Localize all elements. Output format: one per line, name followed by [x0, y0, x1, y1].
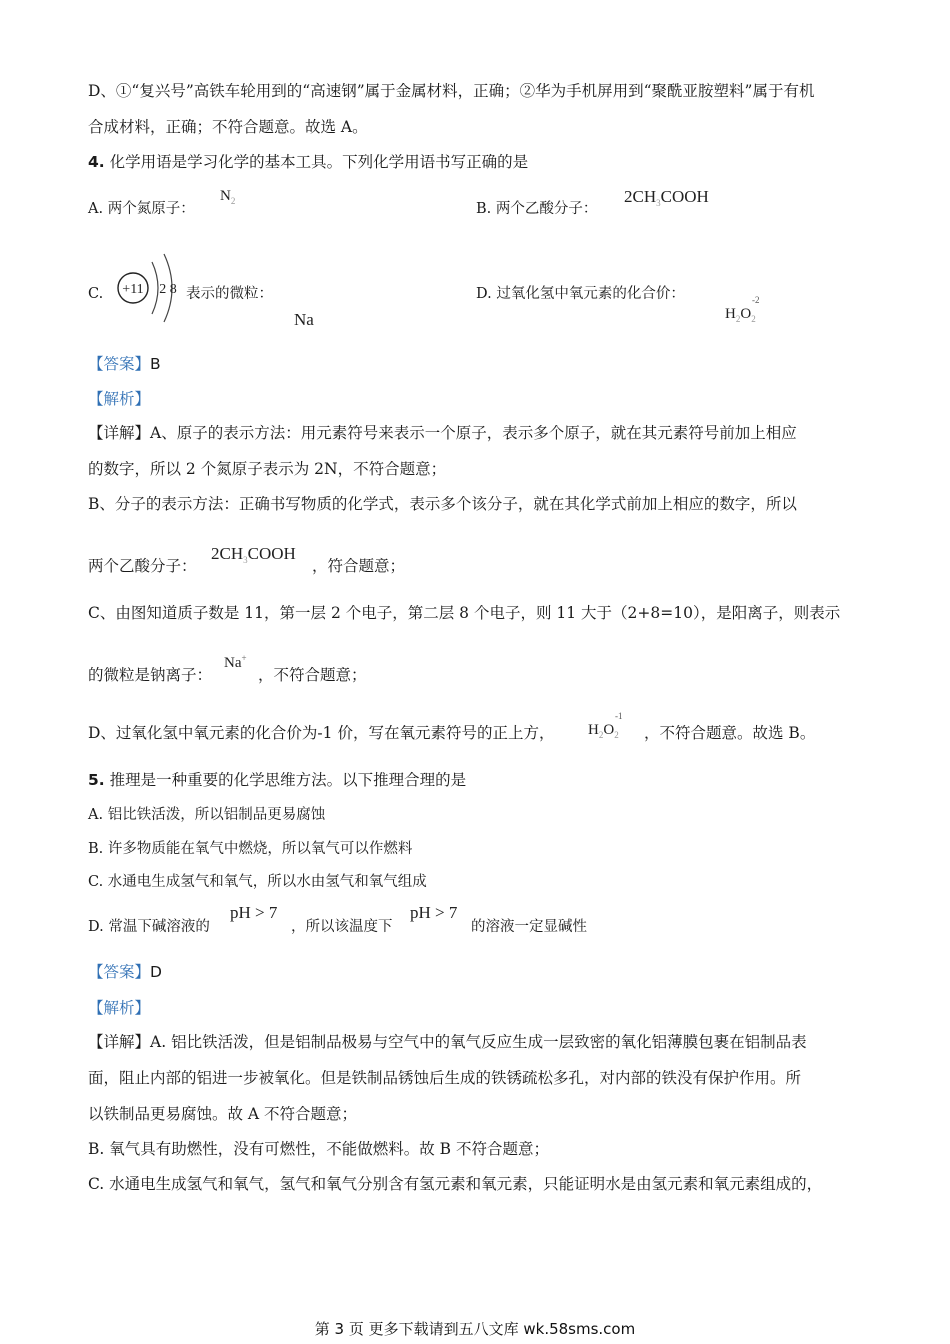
option-d: D. 常温下碱溶液的	[88, 919, 210, 935]
analysis-tag: 【解析】	[88, 390, 151, 408]
formula-ph: pH > 7	[230, 903, 278, 922]
text-line: 两个乙酸分子：	[88, 557, 197, 575]
formula-n2: $N_2$	[220, 188, 236, 206]
text-line: 以铁制品更易腐蚀。故 A 不符合题意；	[88, 1105, 358, 1123]
formula-h2o2-answer: $H_2O_2$	[588, 722, 619, 740]
option-b: B. 两个乙酸分子：	[476, 201, 598, 217]
answer-5	[88, 962, 162, 982]
option-b: B. 许多物质能在氧气中燃烧，所以氧气可以作燃料	[88, 841, 413, 857]
detail-line: 【详解】A. 铝比铁活泼，但是铝制品极易与空气中的氧气反应生成一层致密的氧化铝薄膜包裹在铝制品表	[88, 1033, 807, 1051]
answer-tag: 【答案】	[88, 963, 151, 981]
option-d-part: ，所以该温度下	[291, 919, 393, 935]
answer-4	[88, 354, 161, 374]
option-c-label: C.	[88, 286, 104, 302]
text-line: ，不符合题意。故选 B。	[644, 724, 816, 742]
text-line: 的微粒是钠离子：	[88, 666, 213, 684]
text-line: 面，阻止内部的铝进一步被氧化。但是铁制品锈蚀后生成的铁锈疏松多孔，对内部的铁没有保护作用。所	[88, 1069, 802, 1087]
option-a: A. 铝比铁活泼，所以铝制品更易腐蚀	[88, 807, 326, 823]
formula-na-ion: Na+	[224, 653, 247, 671]
text-line: C、由图知道质子数是 11，第一层 2 个电子，第二层 8 个电子，则 11 大于（2+8=10），是阳离子，则表示	[88, 604, 841, 622]
option-d: D. 过氧化氢中氧元素的化合价：	[476, 286, 685, 302]
detail-tag: 【详解】	[88, 1033, 151, 1051]
option-a: A. 两个氮原子：	[88, 201, 195, 217]
answer-tag: 【答案】	[88, 355, 151, 373]
shell-arc-1	[152, 262, 158, 314]
formula-h2o2: $H_2O_2$	[725, 306, 756, 324]
option-c-text: 表示的微粒：	[186, 286, 273, 302]
electron-counts: 2 8	[159, 282, 177, 297]
text-line: D、①“复兴号”高铁车轮用到的“高速钢”属于金属材料，正确；②华为手机屏用到“聚酰亚胺塑料”属于有机	[88, 82, 815, 100]
question-4	[88, 152, 528, 172]
formula-ph: pH > 7	[410, 903, 458, 922]
detail-tag: 【详解】	[88, 424, 151, 442]
atom-structure-diagram	[112, 248, 188, 332]
text-line: C. 水通电生成氢气和氧气，氢气和氧气分别含有氢元素和氧元素，只能证明水是由氢元素和氧元素组成的，	[88, 1175, 823, 1193]
page-footer: 第 3 页 更多下载请到五八文库 wk.58sms.com	[314, 1320, 636, 1338]
answer-value: D	[150, 963, 162, 981]
text-line: B、分子的表示方法：正确书写物质的化学式，表示多个该分子，就在其化学式前加上相应的数字，所以	[88, 495, 797, 513]
text-line: ，符合题意；	[312, 557, 406, 575]
option-d-part: 的溶液一定显碱性	[471, 919, 587, 935]
question-5	[88, 770, 466, 790]
text-line: ，不符合题意；	[258, 666, 367, 684]
detail-line: 【详解】A、原子的表示方法：用元素符号来表示一个原子，表示多个原子，就在其元素符号前加上相应	[88, 424, 797, 442]
question-text: 推理是一种重要的化学思维方法。以下推理合理的是	[109, 771, 467, 789]
text-line: B. 氧气具有助燃性，没有可燃性，不能做燃料。故 B 不符合题意；	[88, 1140, 549, 1158]
answer-value: B	[150, 355, 161, 373]
question-number: 5.	[88, 771, 105, 789]
valence-mark: -2	[752, 295, 760, 305]
nucleus-charge: +11	[122, 282, 144, 297]
question-number: 4.	[88, 153, 105, 171]
valence-mark: -1	[615, 711, 623, 721]
text-line: 的数字，所以 2 个氮原子表示为 2N，不符合题意；	[88, 460, 447, 478]
text-line: 合成材料，正确；不符合题意。故选 A。	[88, 118, 368, 136]
text-line: D、过氧化氢中氧元素的化合价为-1 价，写在氧元素符号的正上方，	[88, 724, 555, 742]
question-text: 化学用语是学习化学的基本工具。下列化学用语书写正确的是	[109, 153, 529, 171]
option-c: C. 水通电生成氢气和氧气，所以水由氢气和氧气组成	[88, 874, 427, 890]
analysis-tag: 【解析】	[88, 999, 151, 1017]
formula-acetic-acid-answer: $2CH_3COOH$	[211, 544, 296, 565]
formula-na: Na	[294, 310, 314, 329]
formula-acetic-acid: $2CH_3COOH$	[624, 187, 709, 208]
